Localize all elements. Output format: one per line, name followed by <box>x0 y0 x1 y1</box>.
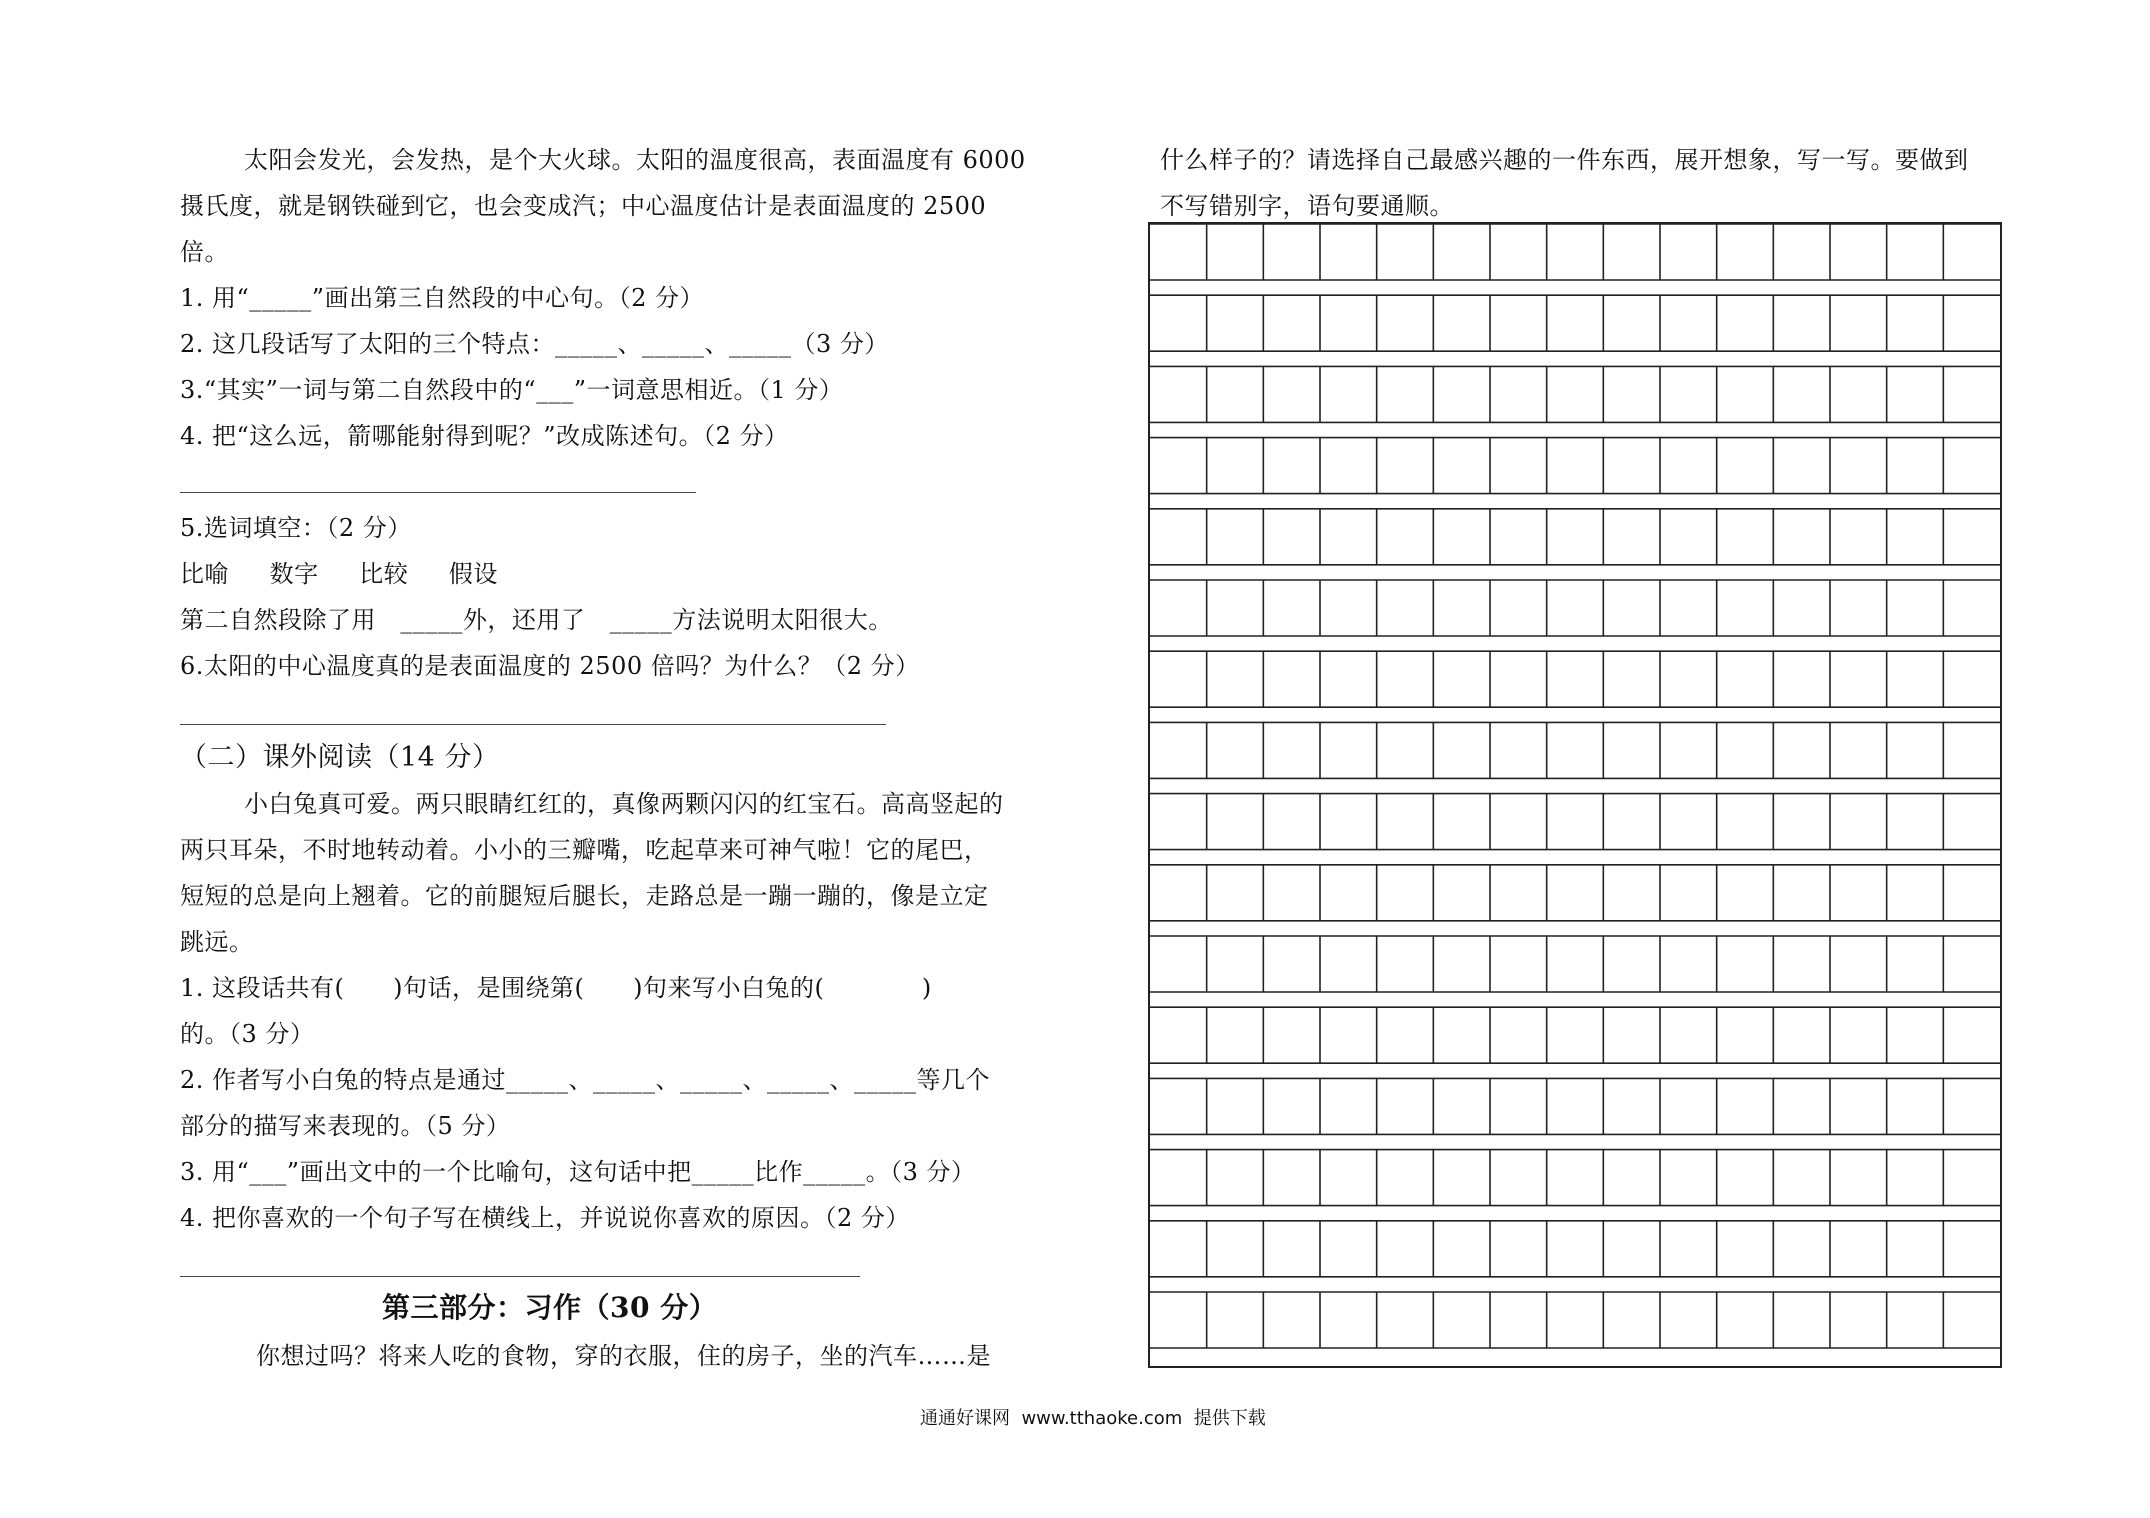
question-4: 4. 把“这么远，箭哪能射得到呢？”改成陈述句。（2 分） <box>180 422 789 450</box>
question-2: 2. 这几段话写了太阳的三个特点：_____、_____、_____（3 分） <box>180 330 889 358</box>
footer-source: 通通好课网 www.tthaoke.com 提供下载 <box>920 1408 1266 1429</box>
question2-4: 4. 把你喜欢的一个句子写在横线上，并说说你喜欢的原因。（2 分） <box>180 1204 910 1232</box>
question-1: 1. 用“_____”画出第三自然段的中心句。（2 分） <box>180 284 704 312</box>
question-6: 6.太阳的中心温度真的是表面温度的 2500 倍吗？为什么？（2 分） <box>180 652 920 680</box>
passage1-line: 摄氏度，就是钢铁碰到它，也会变成汽；中心温度估计是表面温度的 2500 <box>180 192 987 220</box>
answer-line-q6[interactable] <box>180 724 886 725</box>
question2-2-cont: 部分的描写来表现的。（5 分） <box>180 1112 511 1140</box>
question2-1: 1. 这段话共有( )句话，是围绕第( )句来写小白兔的( ) <box>180 974 932 1002</box>
writing-prompt-line: 什么样子的？请选择自己最感兴趣的一件东西，展开想象，写一写。要做到 <box>1160 146 1969 174</box>
question2-3: 3. 用“___”画出文中的一个比喻句，这句话中把_____比作_____。（3 分） <box>180 1158 976 1186</box>
passage2-line: 两只耳朵，不时地转动着。小小的三瓣嘴，吃起草来可神气啦！它的尾巴， <box>180 836 989 864</box>
passage1-line: 倍。 <box>180 238 229 266</box>
passage2-line: 小白兔真可爱。两只眼睛红红的，真像两颗闪闪的红宝石。高高竖起的 <box>244 790 1004 818</box>
writing-prompt-line: 你想过吗？将来人吃的食物，穿的衣服，住的房子，坐的汽车……是 <box>256 1342 991 1370</box>
question-5-words: 比喻 数字 比较 假设 <box>180 560 498 588</box>
question-3: 3.“其实”一词与第二自然段中的“___”一词意思相近。（1 分） <box>180 376 844 404</box>
writing-grid[interactable] <box>1148 222 2002 1368</box>
part3-title: 第三部分：习作（30 分） <box>382 1291 718 1324</box>
question2-2: 2. 作者写小白兔的特点是通过_____、_____、_____、_____、_____等几个 <box>180 1066 991 1094</box>
passage1-line: 太阳会发光，会发热，是个大火球。太阳的温度很高，表面温度有 6000 <box>244 146 1026 174</box>
passage2-line: 跳远。 <box>180 928 254 956</box>
answer-line-q2-4[interactable] <box>180 1276 860 1277</box>
writing-grid-lines <box>1150 224 2000 1366</box>
question-5-sentence: 第二自然段除了用 _____外，还用了 _____方法说明太阳很大。 <box>180 606 893 634</box>
answer-line-q4[interactable] <box>180 492 696 493</box>
passage2-line: 短短的总是向上翘着。它的前腿短后腿长，走路总是一蹦一蹦的，像是立定 <box>180 882 989 910</box>
question-5-title: 5.选词填空：（2 分） <box>180 514 412 542</box>
writing-prompt-line: 不写错别字，语句要通顺。 <box>1160 192 1454 220</box>
question2-1-cont: 的。（3 分） <box>180 1020 315 1048</box>
section-title-extracurricular: （二）课外阅读（14 分） <box>180 742 500 773</box>
